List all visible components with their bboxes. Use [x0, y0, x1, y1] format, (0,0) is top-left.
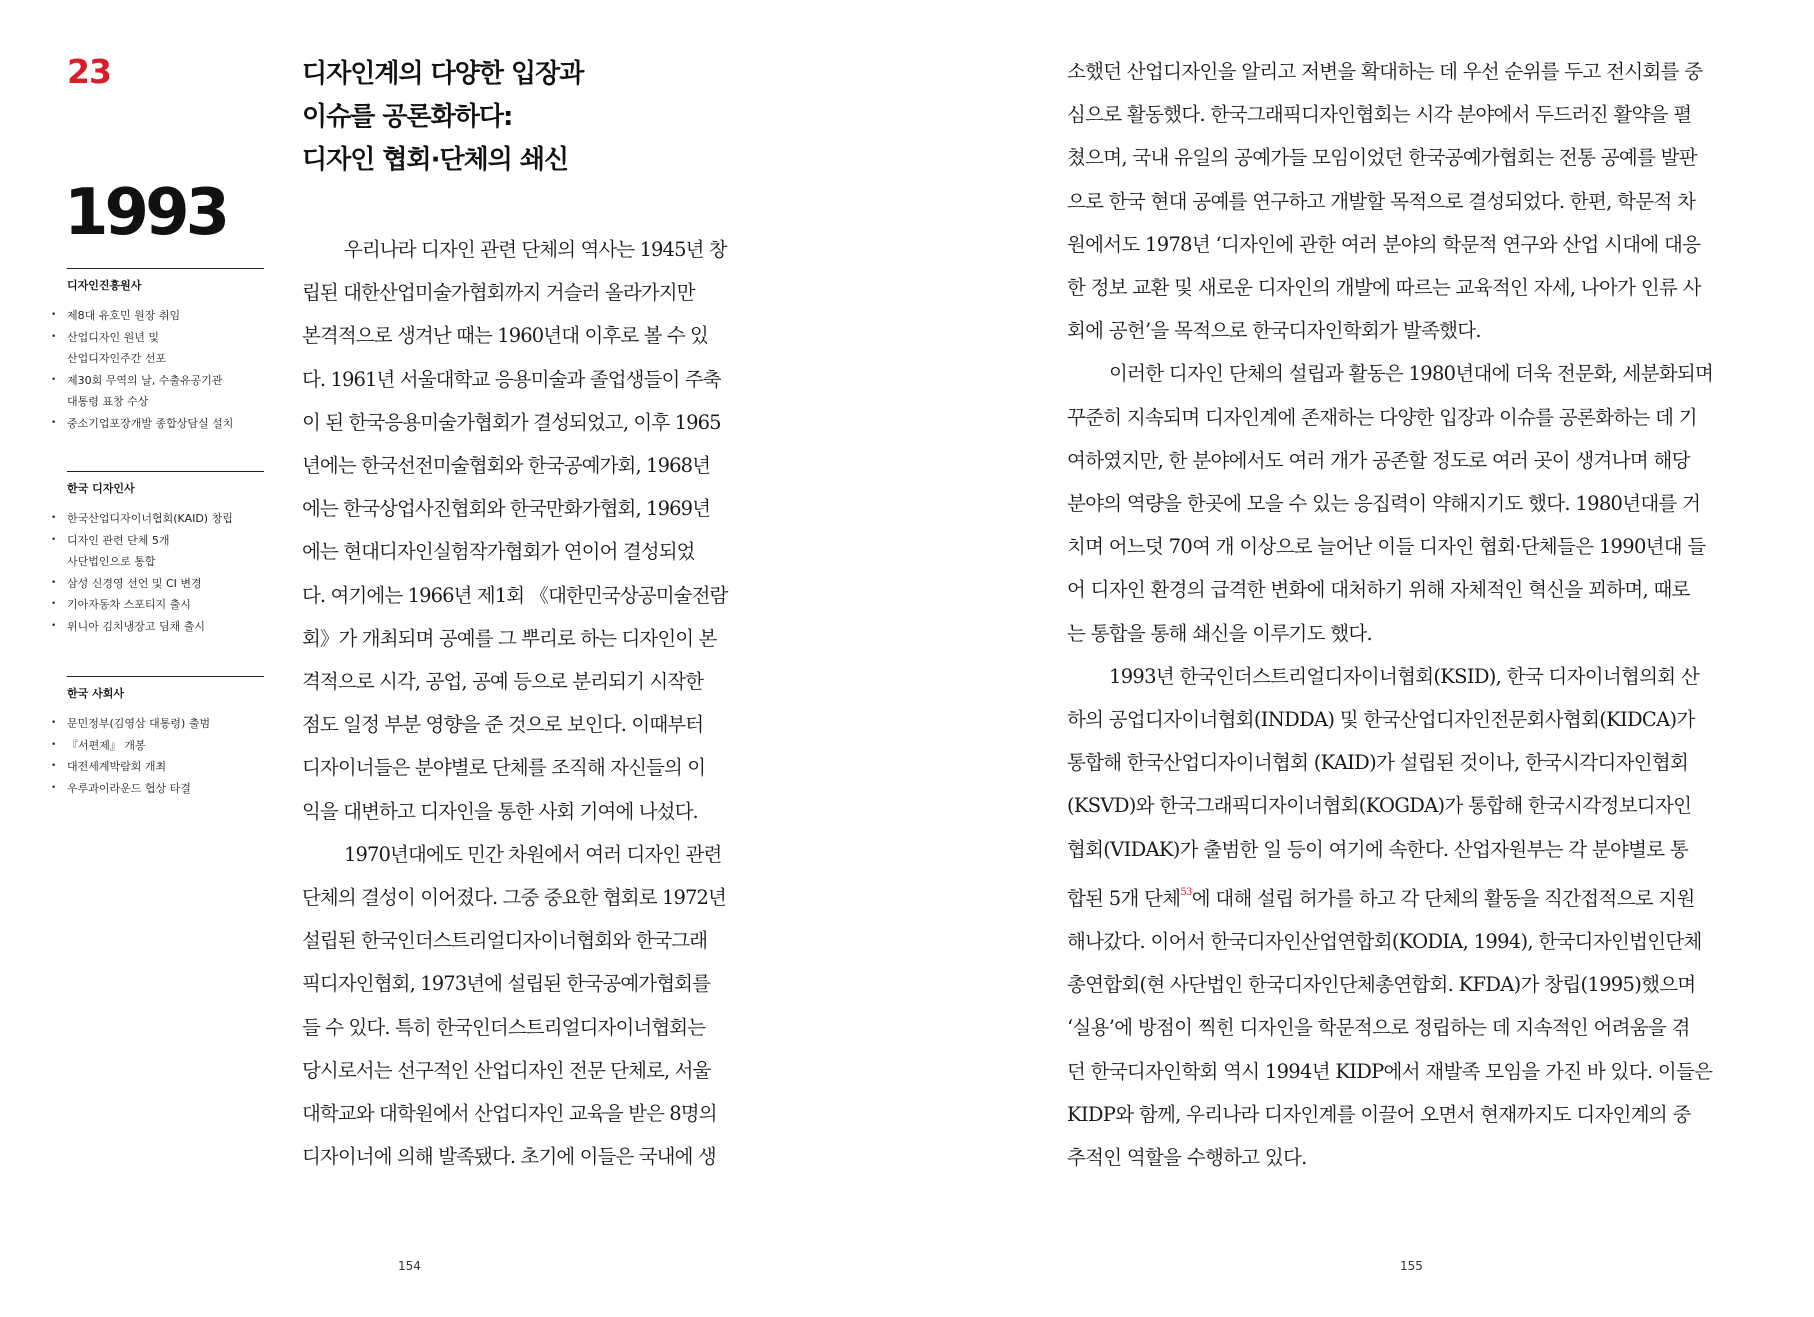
text-line: 하의 공업디자이너협회(INDDA) 및 한국산업디자인전문회사협회(KIDCA)가	[1067, 708, 1695, 732]
sidebar-section-korea-society	[67, 676, 264, 799]
footnote-marker[interactable]: 53	[1180, 886, 1192, 898]
text-line: 소했던 산업디자인을 알리고 저변을 확대하는 데 우선 순위를 두고 전시회를 중	[1067, 60, 1703, 83]
text-line: 다. 1961년 서울대학교 응용미술과 졸업생들이 주축	[302, 367, 721, 391]
text-line: 1970년대에도 민간 차원에서 여러 디자인 관련	[344, 842, 722, 866]
list-item: • 제8대 유호민 원장 취임	[67, 305, 264, 327]
text-line: 회에 공헌’을 목적으로 한국디자인학회가 발족했다.	[1067, 319, 1481, 343]
text-line: 한 정보 교환 및 새로운 디자인의 개발에 따르는 교육적인 자세, 나아가 인류 사	[1067, 276, 1701, 300]
year-heading: 1993	[64, 176, 227, 250]
list-item: • 산업디자인 원년 및 산업디자인주간 선포	[67, 327, 264, 370]
text-line: 설립된 한국인더스트리얼디자이너협회와 한국그래	[302, 929, 708, 953]
text-line: 단체의 결성이 이어졌다. 그중 중요한 협회로 1972년	[302, 886, 726, 910]
text-line: 분야의 역량을 한곳에 모을 수 있는 응집력이 약해지기도 했다. 1980년대를 거	[1067, 492, 1701, 516]
paragraph	[302, 228, 760, 833]
list-item: • 디자인 관련 단체 5개 사단법인으로 통합	[67, 530, 264, 573]
text-line: 디자이너들은 분야별로 단체를 조직해 자신들의 이	[302, 756, 706, 780]
article-title	[302, 53, 583, 182]
divider	[67, 268, 264, 269]
text-line: 어 디자인 환경의 급격한 변화에 대처하기 위해 자체적인 혁신을 꾀하며, 때로	[1067, 578, 1690, 602]
sidebar-section-kidp	[67, 268, 264, 434]
sidebar-section-korea-design	[67, 471, 264, 637]
list-item: • 한국산업디자이너협회(KAID) 창립	[67, 508, 264, 530]
text-line: 립된 대한산업미술가협회까지 거슬러 올라가지만	[302, 281, 695, 305]
body-text-right	[1067, 50, 1762, 1179]
text-line: 대학교와 대학원에서 산업디자인 교육을 받은 8명의	[302, 1102, 717, 1126]
text-line: 으로 한국 현대 공예를 연구하고 개발할 목적으로 결성되었다. 한편, 학문적 차	[1067, 189, 1696, 213]
sidebar-list	[67, 305, 264, 434]
paragraph	[1067, 50, 1762, 352]
sidebar-list	[67, 508, 264, 637]
text-line: 년에는 한국선전미술협회와 한국공예가회, 1968년	[302, 454, 711, 478]
text-line: 본격적으로 생겨난 때는 1960년대 이후로 볼 수 있	[302, 324, 708, 348]
text-line: 여하였지만, 한 분야에서도 여러 개가 공존할 정도로 여러 곳이 생겨나며 해당	[1067, 448, 1690, 472]
text-line: 1993년 한국인더스트리얼디자이너협회(KSID), 한국 디자이너협의회 산	[1109, 664, 1700, 688]
sidebar-heading: 한국 사회사	[67, 687, 124, 700]
list-item: • 『서편제』 개봉	[67, 735, 264, 757]
text-line: 꾸준히 지속되며 디자인계에 존재하는 다양한 입장과 이슈를 공론화하는 데 기	[1067, 405, 1697, 429]
text-line: 픽디자인협회, 1973년에 설립된 한국공예가협회를	[302, 972, 711, 996]
paragraph	[1067, 352, 1762, 654]
text-line: 이러한 디자인 단체의 설립과 활동은 1980년대에 더욱 전문화, 세분화되며	[1109, 362, 1714, 386]
text-line: 익을 대변하고 디자인을 통한 사회 기여에 나섰다.	[302, 799, 698, 823]
text-line: 합된 5개 단체$^{53}$에 대해 설립 허가를 하고 각 단체의 활동을 직간접적으로 지원	[1067, 886, 1695, 910]
chapter-number: 23	[67, 52, 111, 91]
list-item: • 우루과이라운드 협상 타결	[67, 778, 264, 800]
text-line: 이 된 한국응용미술가협회가 결성되었고, 이후 1965	[302, 410, 721, 434]
text-line: 협회(VIDAK)가 출범한 일 등이 여기에 속한다. 산업자원부는 각 분야별로 통	[1067, 837, 1689, 861]
text-line: 쳤으며, 국내 유일의 공예가들 모임이었던 한국공예가협회는 전통 공예를 발판	[1067, 146, 1697, 170]
text-line: 다. 여기에는 1966년 제1회 《대한민국상공미술전람	[302, 583, 728, 607]
list-item: • 기아자동차 스포티지 출시	[67, 594, 264, 616]
page-number-left: 154	[398, 1259, 421, 1273]
list-item: • 대전세계박람회 개최	[67, 756, 264, 778]
divider	[67, 471, 264, 472]
text-line: 총연합회(현 사단법인 한국디자인단체총연합회. KFDA)가 창립(1995)했으며	[1067, 973, 1696, 997]
list-item: • 제30회 무역의 날, 수출유공기관 대통령 표창 수상	[67, 370, 264, 413]
text-line: 점도 일정 부분 영향을 준 것으로 보인다. 이때부터	[302, 713, 704, 737]
text-line: 당시로서는 선구적인 산업디자인 전문 단체로, 서울	[302, 1058, 711, 1082]
text-line: 에는 현대디자인실험작가협회가 연이어 결성되었	[302, 540, 695, 564]
text-line: 우리나라 디자인 관련 단체의 역사는 1945년 창	[344, 238, 727, 261]
text-line: (KSVD)와 한국그래픽디자이너협회(KOGDA)가 통합해 한국시각정보디자인	[1067, 794, 1692, 818]
body-text-left	[302, 228, 760, 1178]
title-line: 디자인 협회·단체의 쇄신	[302, 145, 569, 175]
text-line: 해나갔다. 이어서 한국디자인산업연합회(KODIA, 1994), 한국디자인법인단체	[1067, 930, 1702, 954]
list-item: • 삼성 신경영 선언 및 CI 변경	[67, 573, 264, 595]
text-line: 격적으로 시각, 공업, 공예 등으로 분리되기 시작한	[302, 670, 704, 694]
sidebar-heading: 디자인진흥원사	[67, 279, 142, 292]
text-line: 던 한국디자인학회 역시 1994년 KIDP에서 재발족 모임을 가진 바 있다. 이들은	[1067, 1059, 1713, 1083]
list-item: • 문민정부(김영삼 대통령) 출범	[67, 713, 264, 735]
text-line: 회》가 개최되며 공예를 그 뿌리로 하는 디자인이 본	[302, 626, 717, 650]
paragraph	[302, 833, 760, 1179]
text-line: 들 수 있다. 특히 한국인더스트리얼디자이너협회는	[302, 1015, 706, 1039]
text-line: 디자이너에 의해 발족됐다. 초기에 이들은 국내에 생	[302, 1145, 716, 1169]
title-line: 디자인계의 다양한 입장과	[302, 59, 584, 89]
text-line: 는 통합을 통해 쇄신을 이루기도 했다.	[1067, 621, 1373, 645]
sidebar-list	[67, 713, 264, 799]
sidebar-heading: 한국 디자인사	[67, 482, 135, 495]
text-line: ‘실용’에 방점이 찍힌 디자인을 학문적으로 정립하는 데 지속적인 어려움을 겪	[1067, 1016, 1690, 1040]
text-line: 심으로 활동했다. 한국그래픽디자인협회는 시각 분야에서 두드러진 활약을 펼	[1067, 103, 1692, 127]
text-line: 치며 어느덧 70여 개 이상으로 늘어난 이들 디자인 협회·단체들은 1990년대 들	[1067, 535, 1706, 559]
list-item: • 위니아 김치냉장고 딤채 출시	[67, 616, 264, 638]
text-line: 추적인 역할을 수행하고 있다.	[1067, 1146, 1307, 1170]
paragraph	[1067, 655, 1762, 1179]
title-line: 이슈를 공론화하다:	[302, 102, 513, 132]
list-item: • 중소기업포장개발 종합상담실 설치	[67, 413, 264, 435]
page-number-right: 155	[1400, 1259, 1423, 1273]
text-line: 에는 한국상업사진협회와 한국만화가협회, 1969년	[302, 497, 711, 521]
text-line: 통합해 한국산업디자이너협회 (KAID)가 설립된 것이나, 한국시각디자인협회	[1067, 751, 1689, 775]
text-line: 원에서도 1978년 ‘디자인에 관한 여러 분야의 학문적 연구와 산업 시대에 대응	[1067, 232, 1701, 256]
text-line: KIDP와 함께, 우리나라 디자인계를 이끌어 오면서 현재까지도 디자인계의 중	[1067, 1102, 1691, 1126]
divider	[67, 676, 264, 677]
